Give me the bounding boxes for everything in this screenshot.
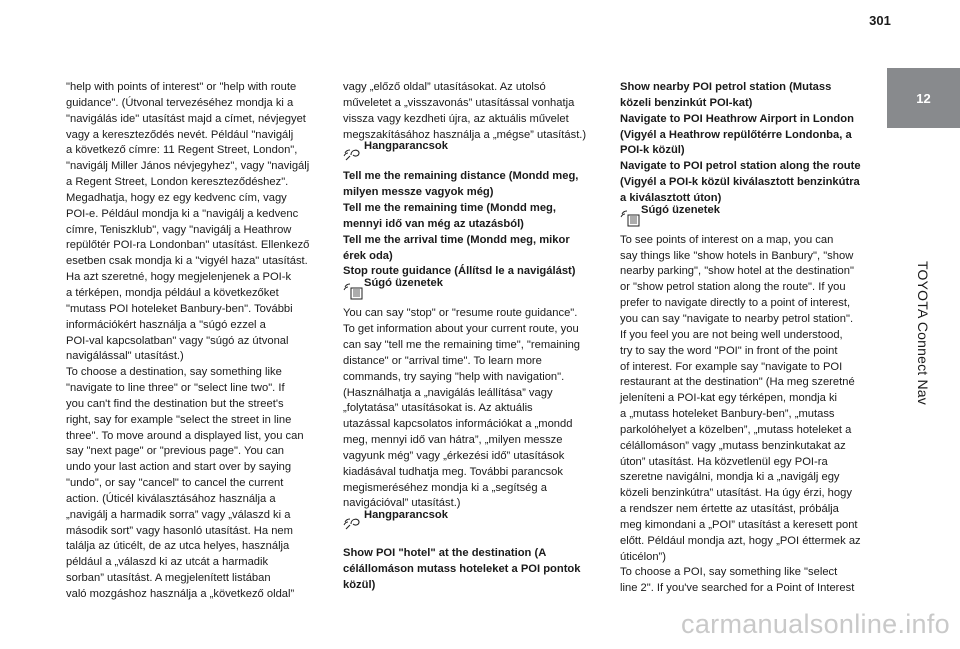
text-line: undo your last action and start over by saying [66,461,292,474]
text-line: action. (Úticél kiválasztásához használja a [66,492,276,505]
text-line: „folytatása” utasításokat is. Az aktuális [343,402,533,415]
text-line: If you feel you are not being well understood, [620,328,843,341]
voice-commands-heading-2 [343,509,607,532]
text-line: megismeréséhez mondja ki a „segítség a [343,481,547,494]
text-line: Ha azt szeretné, hogy megjelenjenek a POI-k [66,271,292,284]
chapter-number: 12 [916,90,931,106]
text-line: a kiválasztott úton) [620,191,722,204]
text-line: a „mutass hoteleket Banbury-ben”, „mutass [620,408,835,421]
text-line: Show nearby POI petrol station (Mutass [620,81,832,93]
text-line: esetben csak mondja ki a "vigyél haza" utasítást. [66,255,308,268]
text-line: "undo", or say "cancel" to cancel the current [66,477,284,490]
voice-commands-list-2 [343,546,607,594]
text-line: try to say the word "POI" in front of the point [620,344,838,357]
text-line: Tell me the remaining distance (Mondd meg, [343,170,579,183]
help-messages-label-2: Súgó üzenetek [641,203,720,216]
text-line: "navigate to line three" or "select line two". If [66,382,285,395]
voice-command-icon [343,143,363,163]
text-line: megszakításához használja a „mégse” utasítást.) [343,128,587,141]
text-line: "navigálás ide" utasítást majd a címet, névjegyet [66,112,306,125]
text-line: találja az úticélt, de az utca helyes, használja [66,540,290,553]
text-line: sorban” utasítást. A megjelenített listában [66,572,271,585]
text-line: közeli benzinkútra” utasítást. Ha úgy érzi, hogy [620,487,852,500]
help-messages-text-2 [620,233,877,597]
text-line: POI-k közül) [620,144,685,157]
text-line: say things like "show hotels in Banbury", "show [620,249,854,262]
text-line: To see points of interest on a map, you can [620,233,834,246]
text-line: Navigate to POI Heathrow Airport in London [620,112,854,125]
chapter-title [901,213,945,453]
text-line: vagyunk még” vagy „érkezési idő” utasítások [343,449,565,462]
help-messages-heading [343,277,607,300]
text-line: say "next page" or "previous page". You can [66,445,285,458]
text-line: milyen messze vagyok még) [343,186,494,199]
text-line: kiadásával tudhatja meg. További parancsok [343,465,563,478]
text-line: three". To move around a displayed list, you can [66,429,304,442]
text-line: or "show petrol station along the route". If you [620,281,846,294]
text-line: célállomáson mutass hoteleket a POI pontok [343,563,581,576]
text-line: guidance". (Útvonal tervezéséhez mondja ki a [66,96,294,109]
column-3 [620,80,877,597]
voice-command-icon [343,512,363,532]
text-line: repülőtér POI-ra Londonban" utasítást. Ellenkező [66,239,310,252]
text-line: POI-val kapcsolatban" vagy "súgó az útvonal [66,334,289,347]
text-line: közül) [343,578,376,591]
text-line: navigálással" utasítást.) [66,350,184,363]
text-line: distance" or "arrival time". To learn more [343,354,542,367]
chapter-title-text: TOYOTA Connect Nav [915,261,931,405]
text-line: úticélon”) [620,550,667,563]
text-line: a Regent Street, London kereszteződéshez". [66,176,289,189]
text-line: commands, try saying "help with navigation". [343,370,565,383]
help-message-icon [620,207,640,227]
text-line: Stop route guidance (Állítsd le a navigálást) [343,265,576,278]
voice-commands-list-1 [343,169,607,280]
text-line: vagy „előző oldal” utasításokat. Az utolsó [343,81,546,93]
page-number: 301 [869,13,891,28]
text-line: meg, mennyi idő van hátra”, „milyen messze [343,434,563,447]
text-line: To choose a POI, say something like "select [620,566,838,579]
text-line: restaurant at the destination" (Ha meg szeretné [620,376,855,389]
voice-commands-heading [343,140,607,163]
column-2 [343,80,607,594]
column-1 [66,80,338,603]
text-line: line 2". If you've searched for a Point of Interest [620,582,855,595]
text-line: célállomáson” vagy „mutass benzinkutakat az [620,439,846,452]
text-line: mennyi idő van még az utazásból) [343,217,524,230]
voice-commands-list-3 [620,80,877,207]
help-messages-heading-2 [620,203,877,227]
text-line: prefer to navigate directly to a point of interest, [620,297,851,310]
text-line: POI-e. Például mondja ki a "navigálj a kedvenc [66,207,299,220]
watermark: carmanualsonline.info [681,609,950,639]
text-line: Show POI "hotel" at the destination (A [343,547,547,560]
text-line: „navigálj a harmadik sorra” vagy „válaszd ki a [66,508,291,521]
text-line: "navigálj Miller János névjegyhez", vagy "navigálj [66,160,310,173]
text-line: a következő címre: 11 Regent Street, London", [66,144,298,157]
text-line: előtt. Például mondja azt, hogy „POI éttermek az [620,534,861,547]
voice-commands-label-2: Hangparancsok [364,509,448,522]
text-line: nearby parking", "show hotel at the destination" [620,265,854,278]
text-line: of interest. For example say "navigate to POI [620,360,843,373]
help-messages-label: Súgó üzenetek [364,277,443,290]
text-line: To choose a destination, say something like [66,366,282,379]
text-line: címre, Teniszklub", vagy "navigálj a Heathrow [66,223,292,236]
help-messages-text-1 [343,306,607,512]
text-line: parkolóhelyet a közelben”, „mutass hoteleket a [620,423,852,436]
text-line: Navigate to POI petrol station along the route [620,160,861,173]
text-line: jeleníteni a POI-kat egy térképen, mondja ki [620,392,838,405]
text-line: Tell me the arrival time (Mondd meg, mikor [343,233,570,246]
text-line: navigációval” utasítást.) [343,497,461,510]
text-line: való mozgáshoz használja a „következő oldal” [66,588,295,600]
text-line: a térképen, mondja például a következőket [66,286,279,299]
text-line: információkért használja a "súgó ezzel a [66,318,266,331]
column-2-intro [343,80,607,143]
voice-commands-label: Hangparancsok [364,140,448,153]
text-line: vagy a kereszteződés nevét. Például "navigálj [66,128,294,141]
text-line: közeli benzinkút POI-kat) [620,96,753,109]
text-line: "mutass POI hoteleket Banbury-ben". További [66,302,293,315]
text-line: úton” utasítást. Ha közvetlenül egy POI-ra [620,455,828,468]
text-line: "help with points of interest" or "help with route [66,81,297,93]
chapter-sidebar [887,68,960,649]
text-line: Tell me the remaining time (Mondd meg, [343,202,556,215]
text-line: műveletet a „visszavonás” utasítással vonhatja [343,96,575,109]
text-line: Megadhatja, hogy ez egy kedvenc cím, vagy [66,191,287,204]
text-line: you can say "navigate to nearby petrol station". [620,312,854,325]
text-line: a rendszer nem értette az utasítást, próbálja [620,503,839,516]
chapter-number-tab[interactable] [887,68,960,128]
text-line: right, say for example "select the street in line [66,413,292,426]
text-line: meg kimondani a „POI” utasítást a keresett pont [620,518,858,531]
text-line: you can't find the destination but the street's [66,397,284,410]
text-line: (Használhatja a „navigálás leállítása” vagy [343,386,553,399]
text-line: can say "tell me the remaining time", "remaining [343,338,581,351]
text-line: például a „válaszd ki az utcát a harmadik [66,556,269,569]
text-line: utazással kapcsolatos információkat a „mondd [343,418,573,431]
text-line: You can say "stop" or "resume route guidance". [343,307,578,320]
text-line: To get information about your current route, you [343,323,579,336]
text-line: (Vigyél a Heathrow repülőtérre Londonba, a [620,128,852,141]
text-line: második sort” vagy hasonló utasítást. Ha nem [66,524,293,537]
column-1-text [66,80,338,603]
text-line: érek oda) [343,249,393,262]
text-line: vissza vagy kezdheti újra, az aktuális művelet [343,112,569,125]
text-line: (Vigyél a POI-k közül kiválasztott benzinkútra [620,176,860,189]
help-message-icon [343,280,363,300]
text-line: szeretne navigálni, mondja ki a „navigálj egy [620,471,840,484]
